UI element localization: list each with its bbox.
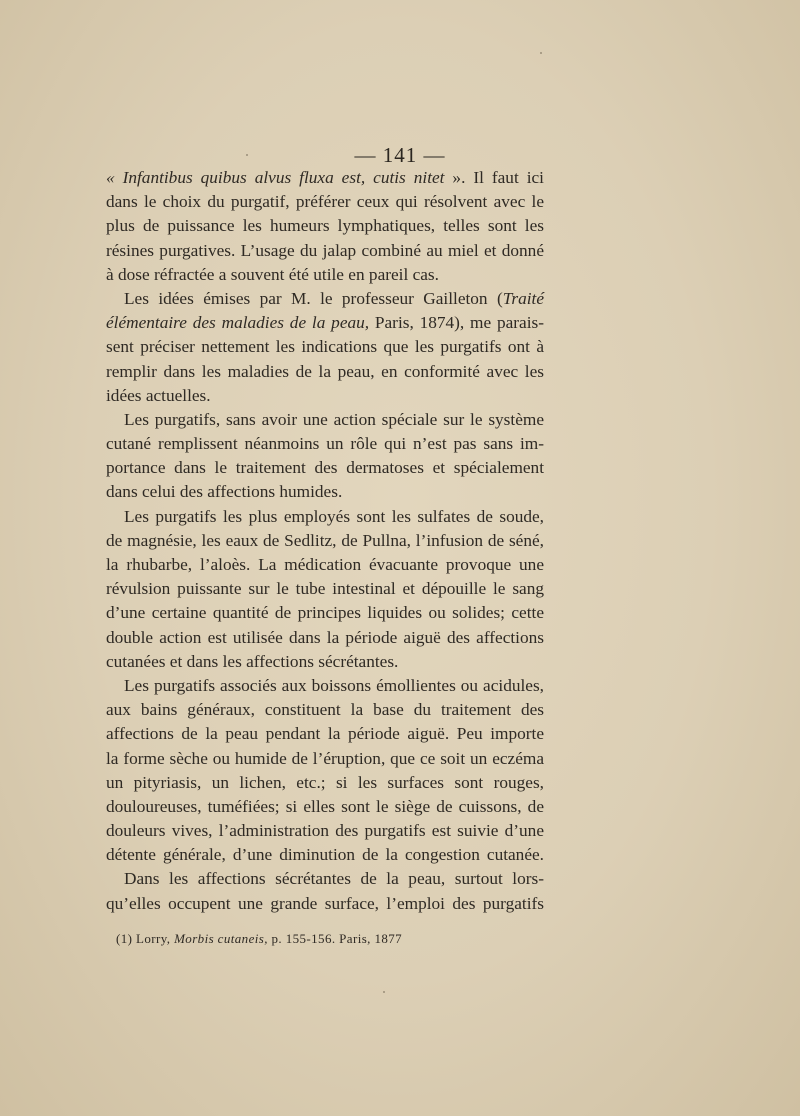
text-line: [106, 650, 544, 674]
text-run: idées actuelles.: [106, 385, 211, 405]
text-run: double action est utilisée dans la période aiguë des affections: [106, 627, 544, 647]
text-run: ». Il faut ici: [444, 168, 544, 187]
text-run: remplir dans les maladies de la peau, en conformité avec les: [106, 361, 544, 381]
text-line: [106, 480, 544, 504]
text-run: douloureuses, tuméfiées; si elles sont le siège de cuissons, de: [106, 796, 544, 816]
text-run: aux bains généraux, constituent la base du traitement des: [106, 700, 544, 720]
text-line: [106, 335, 544, 359]
text-line: [106, 166, 544, 190]
text-line: [106, 892, 544, 916]
text-line: [106, 263, 544, 287]
text-line: [106, 577, 544, 601]
paper-speck: [383, 991, 385, 993]
text-line: [106, 867, 544, 891]
text-run: Paris, 1874), me parais-: [369, 313, 544, 333]
text-line: [106, 795, 544, 819]
text-line: [106, 190, 544, 214]
text-run: portance dans le traitement des dermatoses et spécialement: [106, 458, 544, 478]
italic-text: élémentaire des maladies de la peau,: [106, 313, 370, 333]
paper-speck: [246, 154, 248, 156]
text-line: [106, 553, 544, 577]
text-line: [106, 456, 544, 480]
paper-speck: [540, 52, 542, 54]
text-run: Les purgatifs, sans avoir une action spéciale sur le système: [124, 409, 544, 429]
text-line: [106, 408, 544, 432]
footnote: [116, 931, 402, 947]
text-line: [106, 843, 544, 867]
text-line: [106, 529, 544, 553]
italic-text: Traité: [502, 288, 544, 308]
text-run: douleurs vives, l’administration des purgatifs est suivie d’une: [106, 821, 544, 841]
text-line: [106, 505, 544, 529]
text-line: [106, 214, 544, 238]
text-run: qu’elles occupent une grande surface, l’emploi des purgatifs: [106, 893, 544, 913]
footnote-title: Morbis cutaneis,: [174, 931, 268, 946]
text-line: [106, 626, 544, 650]
text-run: affections de la peau pendant la période aiguë. Peu importe: [106, 724, 544, 744]
text-run: la rhubarbe, l’aloès. La médication évacuante provoque une: [106, 555, 544, 574]
footnote-author: Lorry,: [136, 931, 171, 946]
text-run: détente générale, d’une diminution de la congestion cutanée.: [106, 845, 544, 865]
text-run: de magnésie, les eaux de Sedlitz, de Pullna, l’infusion de séné,: [106, 530, 544, 550]
text-run: la forme sèche ou humide de l’éruption, que ce soit un eczéma: [106, 748, 544, 768]
footnote-reference: p. 155-156. Paris, 1877: [271, 931, 403, 946]
text-run: dans le choix du purgatif, préférer ceux qui résolvent avec le: [106, 192, 544, 212]
text-run: Les purgatifs associés aux boissons émollientes ou acidules,: [124, 675, 544, 695]
text-run: résines purgatives. L’usage du jalap combiné au miel et donné: [106, 240, 544, 260]
text-run: sent préciser nettement les indications que les purgatifs ont à: [106, 337, 544, 357]
text-run: cutané remplissent néanmoins un rôle qui n’est pas sans im-: [106, 434, 544, 454]
text-run: Les idées émises par M. le professeur Gailleton (: [124, 288, 503, 308]
text-run: Dans les affections sécrétantes de la peau, surtout lors-: [124, 869, 544, 889]
text-line: [106, 239, 544, 263]
text-line: [106, 311, 544, 335]
text-run: plus de puissance les humeurs lymphatiques, telles sont les: [106, 216, 544, 236]
text-run: à dose réfractée a souvent été utile en pareil cas.: [106, 264, 439, 284]
text-run: un pityriasis, un lichen, etc.; si les surfaces sont rouges,: [106, 772, 544, 792]
italic-text: « Infantibus quibus alvus fluxa est, cutis nitet: [106, 168, 445, 187]
text-line: [106, 747, 544, 771]
page-number: — 141 —: [354, 143, 446, 167]
text-run: cutanées et dans les affections sécrétantes.: [106, 651, 399, 671]
footnote-marker: (1): [116, 931, 133, 946]
text-line: [106, 384, 544, 408]
text-line: [106, 360, 544, 384]
body-text: [106, 166, 544, 916]
text-line: [106, 722, 544, 746]
text-run: révulsion puissante sur le tube intestinal et dépouille le sang: [106, 579, 544, 599]
text-run: dans celui des affections humides.: [106, 482, 343, 502]
text-line: [106, 432, 544, 456]
text-line: [106, 771, 544, 795]
text-line: [106, 698, 544, 722]
text-run: Les purgatifs les plus employés sont les sulfates de soude,: [124, 506, 544, 526]
text-line: [106, 819, 544, 843]
text-line: [106, 674, 544, 698]
text-run: d’une certaine quantité de principes liquides ou solides; cette: [106, 603, 544, 623]
text-line: [106, 601, 544, 625]
text-line: [106, 287, 544, 311]
